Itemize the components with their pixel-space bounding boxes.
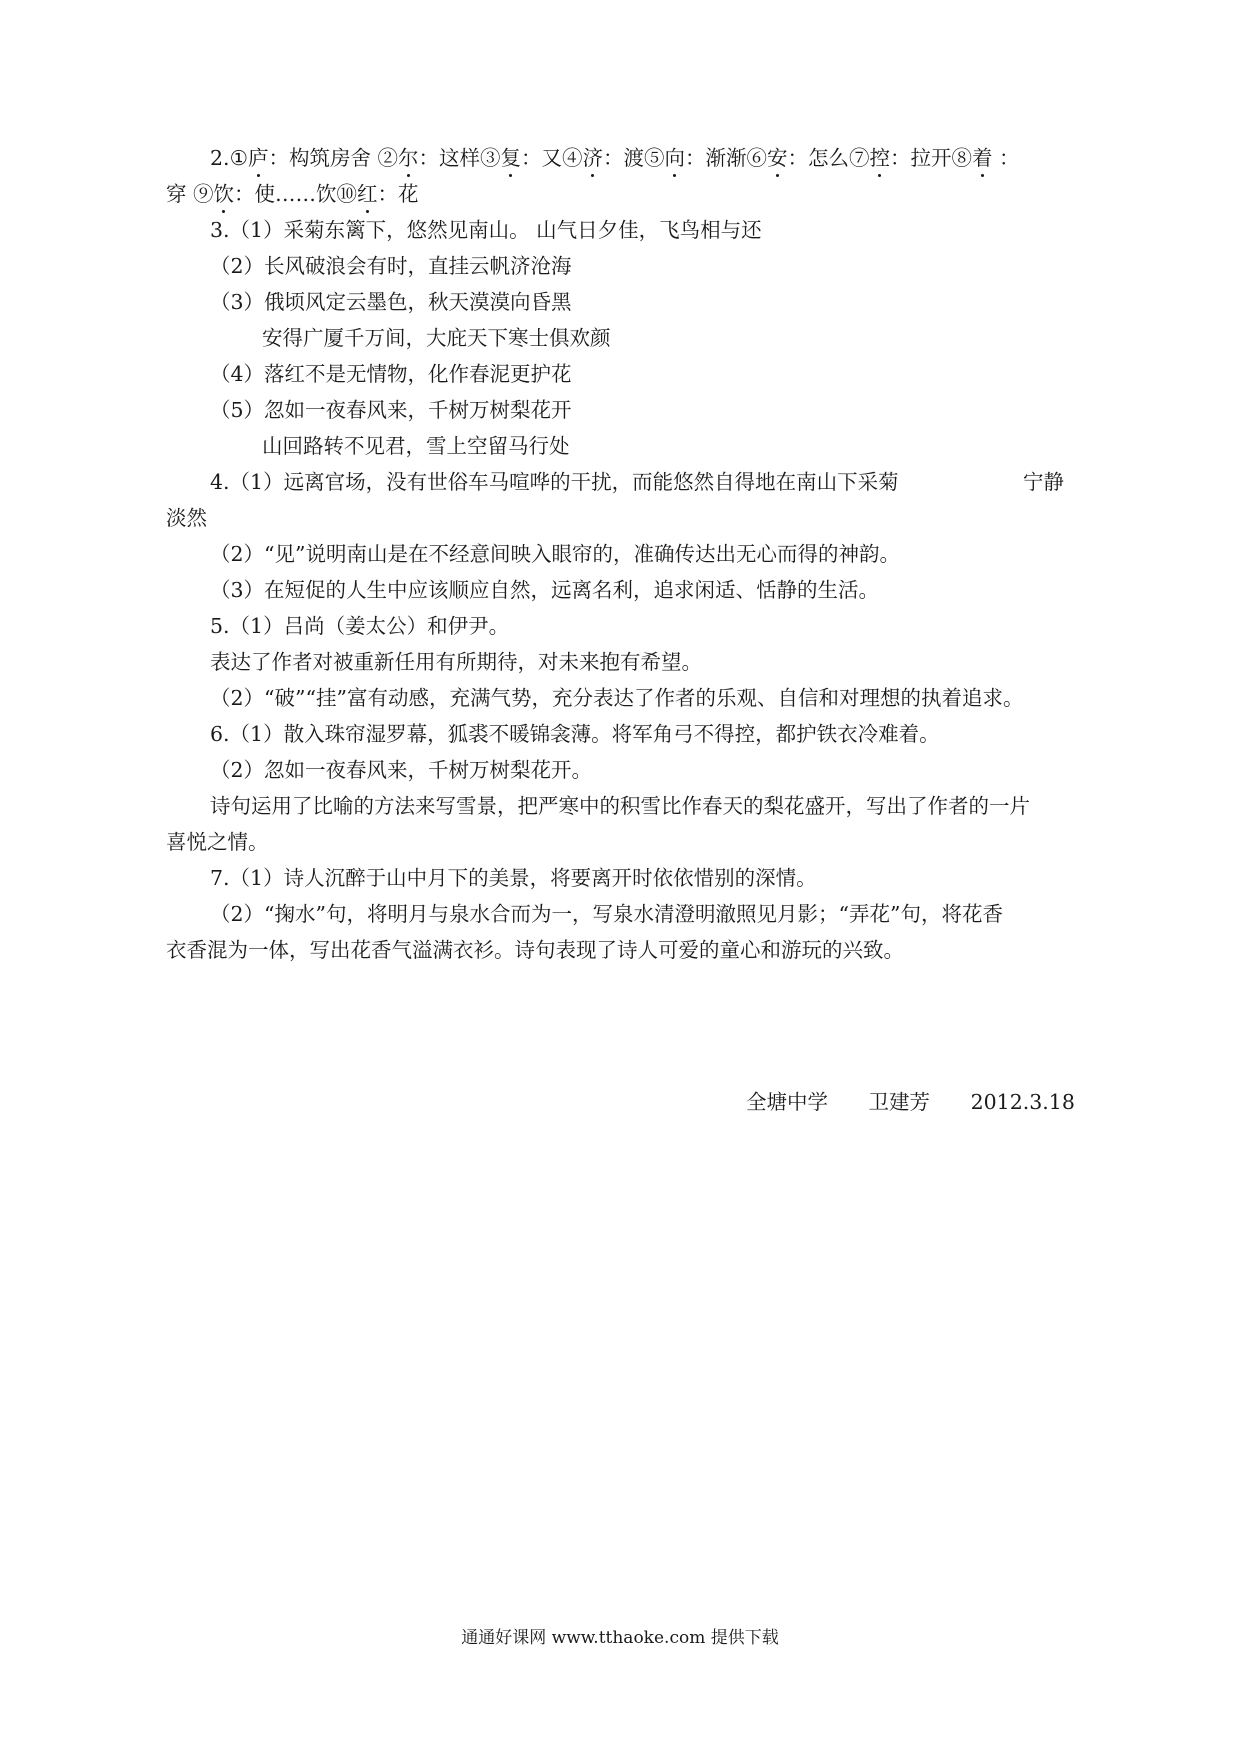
answer-6-line-3: 诗句运用了比喻的方法来写雪景，把严寒中的积雪比作春天的梨花盛开，写出了作者的一片	[210, 794, 1030, 818]
emphasized-character: 庐	[247, 146, 269, 170]
text-segment: ：花	[377, 182, 419, 206]
text-segment: 穿	[166, 182, 194, 206]
text-segment: ⑧	[951, 146, 972, 170]
answer-3-line-6: （5）忽如一夜春风来，千树万树梨花开	[210, 398, 572, 422]
answer-4-line-1-tail: 宁静	[1023, 470, 1064, 494]
answer-2-line-2	[166, 180, 419, 208]
answer-7-line-2: （2）“掬水”句，将明月与泉水合而为一，写泉水清澄明澈照见月影；“弄花”句，将花香	[210, 902, 1003, 926]
emphasized-character: 着	[971, 146, 993, 170]
answer-3-line-5: （4）落红不是无情物，化作春泥更护花	[210, 362, 572, 386]
text-segment: ：构筑房舍	[268, 146, 378, 170]
signature-date: 2012.3.18	[970, 1090, 1075, 1114]
answer-4-line-3: （3）在短促的人生中应该顺应自然，远离名利，追求闲适、恬静的生活。	[210, 578, 880, 602]
text-segment: ⑦	[848, 146, 870, 170]
answer-4-line-1-continued: 淡然	[166, 506, 207, 530]
text-segment: ：这样	[418, 146, 480, 170]
page-footer: 通通好课网 www.tthaoke.com 提供下载	[461, 1628, 779, 1648]
text-segment: ⑤	[643, 146, 665, 170]
answer-5-line-2: 表达了作者对被重新任用有所期待，对未来抱有希望。	[210, 650, 702, 674]
text-segment: ⑩	[336, 182, 358, 206]
emphasized-character: 红	[357, 182, 378, 206]
answer-7-line-1: 7.（1）诗人沉醉于山中月下的美景，将要离开时依依惜别的深情。	[210, 866, 817, 890]
author-name: 卫建芳	[868, 1090, 931, 1114]
answer-3-line-3: （3）俄顷风定云墨色，秋天漠漠向昏黑	[210, 290, 572, 314]
answer-6-line-1: 6.（1）散入珠帘湿罗幕，狐裘不暖锦衾薄。将军角弓不得控，都护铁衣冷难着。	[210, 722, 940, 746]
answer-3-line-1: 3.（1）采菊东篱下，悠然见南山。 山气日夕佳，飞鸟相与还	[210, 218, 762, 242]
text-segment: ：	[992, 146, 1020, 170]
text-segment: ：渡	[602, 146, 644, 170]
answer-4-line-2: （2）“见”说明南山是在不经意间映入眼帘的，准确传达出无心而得的神韵。	[210, 542, 901, 566]
text-segment: ①	[229, 146, 248, 170]
text-segment: ④	[561, 146, 583, 170]
emphasized-character: 控	[869, 146, 890, 170]
text-segment: 2.	[210, 146, 230, 170]
answer-5-line-1: 5.（1）吕尚（姜太公）和伊尹。	[210, 614, 510, 638]
answer-2-line-1	[210, 144, 1020, 172]
answer-7-line-3: 衣香混为一体，写出花香气溢满衣衫。诗句表现了诗人可爱的童心和游玩的兴致。	[166, 938, 904, 962]
answer-3-line-2: （2）长风破浪会有时，直挂云帆济沧海	[210, 254, 572, 278]
text-segment: ③	[479, 146, 501, 170]
text-segment: ：使……饮	[234, 182, 337, 206]
emphasized-character: 饮	[213, 182, 235, 206]
answer-6-line-2: （2）忽如一夜春风来，千树万树梨花开。	[210, 758, 593, 782]
answer-3-line-4: 安得广厦千万间，大庇天下寒士俱欢颜	[262, 326, 611, 350]
text-segment: ⑨	[193, 182, 214, 206]
text-segment: ：拉开	[889, 146, 952, 170]
signature	[746, 1088, 1075, 1116]
text-segment: ②	[377, 146, 398, 170]
emphasized-character: 向	[664, 146, 685, 170]
emphasized-character: 济	[582, 146, 603, 170]
text-segment: ：渐渐	[684, 146, 747, 170]
text-segment: ：又	[520, 146, 562, 170]
answer-4-line-1: 4.（1）远离官场，没有世俗车马喧哗的干扰，而能悠然自得地在南山下采菊	[210, 470, 899, 494]
answer-5-line-3: （2）“破”“挂”富有动感，充满气势，充分表达了作者的乐观、自信和对理想的执着追求。	[210, 686, 1024, 710]
text-segment: ：怎么	[787, 146, 849, 170]
emphasized-character: 尔	[397, 146, 419, 170]
school-name: 全塘中学	[746, 1090, 828, 1114]
answer-3-line-7: 山回路转不见君，雪上空留马行处	[262, 434, 570, 458]
emphasized-character: 安	[766, 146, 788, 170]
emphasized-character: 复	[500, 146, 521, 170]
answer-6-line-4: 喜悦之情。	[166, 830, 269, 854]
text-segment: ⑥	[746, 146, 767, 170]
